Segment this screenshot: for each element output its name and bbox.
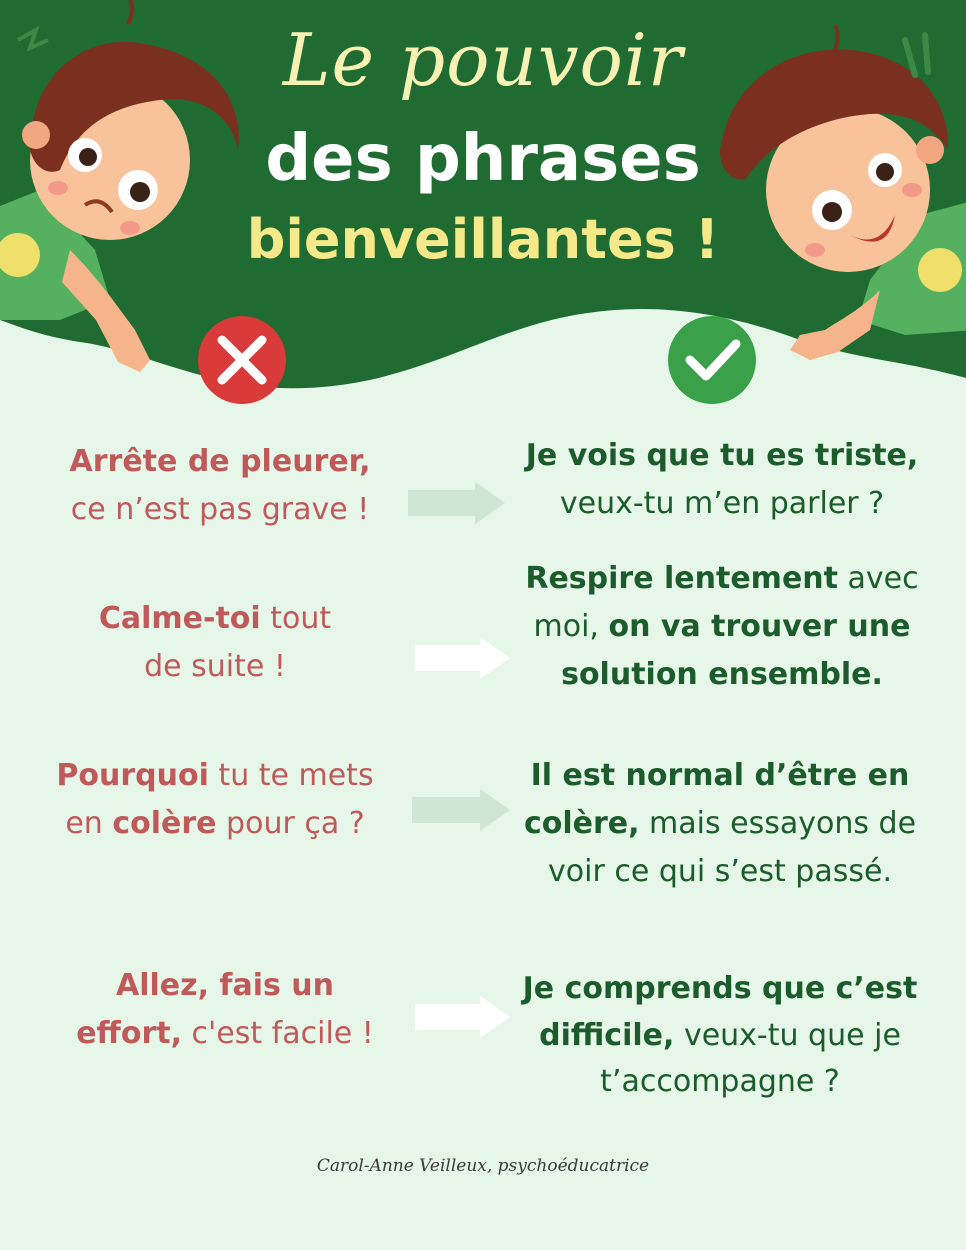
good-phrase-4-text: veux-tu que je (674, 1017, 901, 1053)
bad-phrase-4-text: c'est facile ! (182, 1016, 374, 1051)
good-phrase-4 (500, 966, 940, 1106)
bad-phrase-3-bold: Pourquoi (56, 758, 209, 793)
good-phrase-2-text-2: moi, (533, 609, 609, 644)
bad-phrase-4-bold: Allez, fais un (115, 968, 335, 1003)
good-phrase-3-text: mais essayons de (639, 806, 917, 841)
good-phrase-3 (500, 752, 940, 896)
good-phrase-2-bold-3: solution ensemble. (561, 657, 883, 692)
x-icon (198, 316, 286, 404)
good-phrase-4-bold-2: difficile, (539, 1017, 675, 1053)
title-line-2: des phrases (265, 122, 701, 196)
arrow-icon (415, 637, 510, 679)
title-line-1: Le pouvoir (282, 18, 684, 102)
bad-phrase-3-text: tu te mets (208, 758, 374, 793)
bad-phrase-3-text-3: pour ça ? (216, 806, 365, 841)
bad-phrase-1 (10, 438, 430, 534)
arrow-icon (412, 789, 510, 831)
good-phrase-2-bold-2: on va trouver une (608, 609, 911, 644)
good-phrase-3-bold: Il est normal d’être en (530, 758, 910, 793)
good-phrase-2-bold: Respire lentement (525, 561, 838, 596)
good-phrase-2 (502, 555, 942, 699)
good-phrase-3-text-2: voir ce qui s’est passé. (548, 854, 892, 889)
good-phrase-2-text: avec (838, 561, 919, 596)
bad-phrase-3-text-2: en (65, 806, 113, 841)
bad-phrase-2-text-2: de suite ! (144, 649, 286, 684)
good-phrase-1-bold: Je vois que tu es triste, (525, 438, 919, 473)
bad-phrase-3-bold-2: colère (112, 806, 217, 841)
bad-phrase-2-text: tout (260, 601, 332, 636)
good-phrase-4-text-2: t’accompagne ? (600, 1064, 840, 1099)
bad-phrase-1-bold: Arrête de pleurer, (69, 444, 371, 479)
check-icon (668, 316, 756, 404)
bad-phrase-2-bold: Calme-toi (98, 601, 261, 636)
good-phrase-3-bold-2: colère, (523, 806, 640, 841)
bad-phrase-1-text: ce n’est pas grave ! (70, 492, 370, 527)
bad-phrase-4 (15, 962, 435, 1058)
author-signature: Carol-Anne Veilleux, psychoéducatrice (316, 1156, 650, 1176)
bad-phrase-4-bold-2: effort, (76, 1016, 182, 1051)
good-phrase-4-bold: Je comprends que c’est (522, 971, 918, 1006)
good-phrase-1-text: veux-tu m’en parler ? (559, 486, 885, 521)
title-line-3: bienveillantes ! (246, 208, 720, 271)
bad-phrase-2 (5, 595, 425, 691)
good-phrase-1 (502, 432, 942, 528)
bad-phrase-3 (5, 752, 425, 848)
